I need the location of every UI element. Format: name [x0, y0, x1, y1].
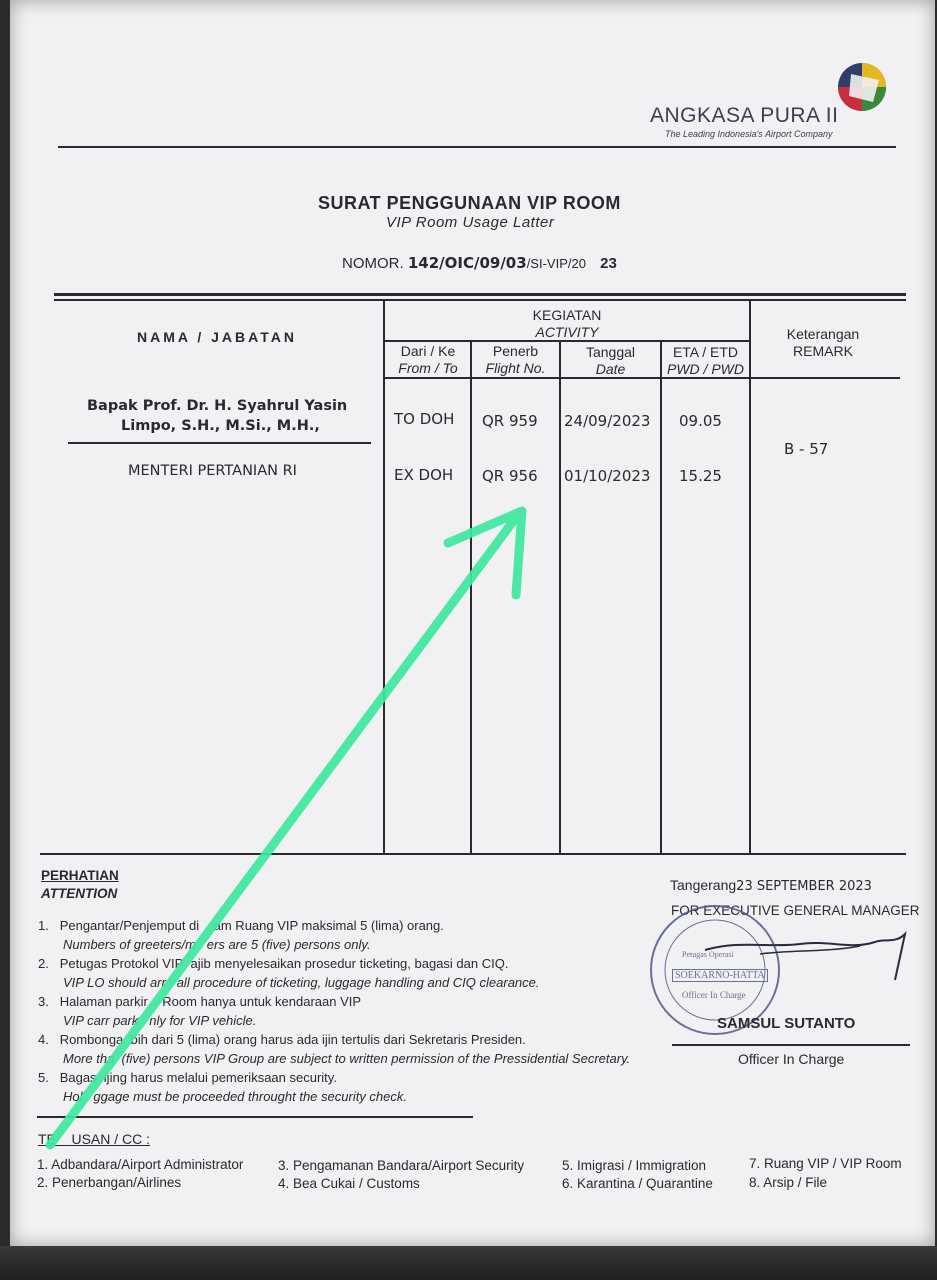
flight-label-en: Flight No.: [485, 360, 546, 376]
item-text: Petugas Protokol VIP: [59, 956, 184, 971]
attention-item: [38, 954, 678, 973]
item-text-en: VIP carr park: [63, 1013, 139, 1028]
stamp-line-1: Petugas Operasi: [682, 950, 734, 959]
signatory-name: SAMSUL SUTANTO: [717, 1015, 856, 1032]
cc-item: 5. Imigrasi / Immigration: [562, 1158, 707, 1173]
item-text-cont: am Ruang VIP maksimal 5 (lima) orang.: [213, 918, 444, 933]
item-num: 4.: [38, 1032, 49, 1047]
col-line-4: [660, 340, 662, 853]
header-eta: [661, 344, 750, 378]
header-date: [560, 344, 661, 378]
nomor-value: 142/OIC/09/03: [407, 254, 527, 272]
date-label: Tanggal: [585, 344, 636, 360]
row-2-time: 15.25: [679, 467, 722, 485]
header-rule: [58, 146, 896, 148]
eta-label: ETA / ETD: [672, 344, 739, 360]
row-2-route: EX DOH: [394, 466, 454, 484]
date-label-en: Date: [595, 361, 626, 377]
person-title: MENTERI PERTANIAN RI: [128, 463, 297, 479]
attention-rule: [37, 1116, 473, 1118]
cc-item: 2. Penerbangan/Airlines: [37, 1175, 182, 1190]
angkasa-pura-logo-icon: [833, 60, 891, 114]
item-text-cont: ajib menyelesaikan prosedur ticketing, bagasi dan CIQ.: [190, 956, 509, 971]
name-underline: [68, 442, 371, 444]
header-flight: [471, 343, 560, 377]
attention-heading: PERHATIAN: [41, 868, 119, 883]
table-top-rule: [54, 293, 906, 296]
attention-item-en: [38, 1049, 678, 1068]
attention-item-en: [38, 1087, 678, 1106]
col-line-3: [559, 340, 561, 853]
cc-item: 8. Arsip / File: [749, 1175, 828, 1190]
document-title: SURAT PENGGUNAAN VIP ROOM: [318, 193, 621, 213]
remark-value: B - 57: [784, 440, 829, 458]
nomor-suffix: /SI-VIP/20: [526, 256, 586, 271]
flight-label: Penerb: [492, 343, 539, 359]
document-number: [342, 254, 617, 272]
cc-item: 4. Bea Cukai / Customs: [278, 1176, 420, 1191]
sign-place: Tangerang: [670, 877, 737, 893]
person-name: Bapak Prof. Dr. H. Syahrul Yasin: [87, 398, 348, 414]
attention-item: [38, 1030, 678, 1049]
sign-for-role: FOR EXECUTIVE GENERAL MANAGER: [671, 903, 920, 918]
attention-list: [38, 916, 678, 1106]
item-text-en-cont: all procedure of ticketing, luggage handling and CIQ clearance.: [176, 975, 540, 990]
person-name-line2: Limpo, S.H., M.Si., M.H.,: [121, 418, 320, 434]
activity-label: KEGIATAN: [532, 307, 602, 323]
attention-item: [38, 992, 678, 1011]
attention-item-en: [38, 935, 678, 954]
from-to-label-en: From / To: [398, 360, 458, 376]
item-num: 3.: [38, 994, 49, 1009]
header-name: NAMA / JABATAN: [137, 329, 297, 345]
row-1-route: TO DOH: [394, 410, 455, 428]
cc-item: 7. Ruang VIP / VIP Room: [749, 1156, 902, 1171]
sign-date: 23 SEPTEMBER 2023: [736, 879, 872, 894]
item-text-en: Hol: [63, 1089, 83, 1104]
signatory-role: Officer In Charge: [738, 1051, 845, 1067]
activity-label-en: ACTIVITY: [535, 324, 599, 340]
remark-label-en: REMARK: [793, 343, 853, 359]
item-num: 5.: [38, 1070, 49, 1085]
header-activity: [384, 307, 750, 341]
item-text-en: VIP LO should arr: [63, 975, 166, 990]
col-line-5: [749, 300, 751, 853]
from-to-label: Dari / Ke: [400, 343, 456, 359]
table-bottom-rule: [40, 853, 906, 855]
eta-label-en: PWD / PWD: [667, 361, 744, 377]
nomor-year: 23: [600, 255, 617, 272]
cc-item: 3. Pengamanan Bandara/Airport Security: [278, 1158, 525, 1173]
row-2-date: 01/10/2023: [564, 467, 651, 485]
col-line-1: [383, 300, 385, 853]
row-1-date: 24/09/2023: [564, 412, 651, 430]
item-num: 2.: [38, 956, 49, 971]
stamp-line-3: Officer In Charge: [682, 990, 746, 1000]
col-line-2: [470, 340, 472, 853]
table-top-rule-thin: [54, 299, 906, 301]
document-subtitle: VIP Room Usage Latter: [386, 214, 555, 231]
cc-heading-start: TE: [38, 1131, 56, 1147]
row-2-flight: QR 956: [482, 467, 538, 485]
item-text: Pengantar/Penjemput di: [59, 918, 203, 933]
item-text-en-cont: ggage must be proceeded throught the security check.: [93, 1089, 407, 1104]
cc-item: 1. Adbandara/Airport Administrator: [37, 1157, 244, 1172]
item-text: Rombonga: [59, 1032, 124, 1047]
item-text-en-cont: nly for VIP vehicle.: [149, 1013, 257, 1028]
nomor-label: NOMOR.: [342, 255, 404, 272]
attention-item: [38, 916, 678, 935]
item-num: 1.: [38, 918, 49, 933]
signature-rule: [672, 1044, 910, 1046]
attention-heading-en: ATTENTION: [41, 886, 118, 901]
company-tagline: The Leading Indonesia's Airport Company: [665, 129, 833, 139]
item-text: Halaman parkir: [59, 994, 152, 1009]
cc-heading-end: USAN / CC :: [71, 1131, 151, 1147]
item-text-en: More tha: [63, 1051, 115, 1066]
background-edge: [0, 1246, 937, 1280]
item-text-en: Numbers of greeters/m: [63, 937, 196, 952]
item-text-cont: ijing harus melalui pemeriksaan security.: [103, 1070, 337, 1085]
handwritten-signature-icon: [700, 920, 930, 990]
item-text-en-cont: (five) persons VIP Group are subject to written permission of the Pressidential Secretary.: [121, 1051, 631, 1066]
row-1-time: 09.05: [679, 412, 722, 430]
attention-item-en: [38, 973, 678, 992]
item-text-cont: bih dari 5 (lima) orang harus ada ijin tertulis dari Sekretaris Presiden.: [130, 1032, 526, 1047]
header-remark: [750, 326, 896, 360]
cc-heading: [38, 1131, 150, 1147]
item-text: Bagas: [59, 1070, 97, 1085]
attention-item: [38, 1068, 678, 1087]
row-1-flight: QR 959: [482, 412, 538, 430]
attention-item-en: [38, 1011, 678, 1030]
item-text-cont: Room hanya untuk kendaraan VIP: [162, 994, 362, 1009]
cc-item: 6. Karantina / Quarantine: [562, 1176, 713, 1191]
company-name: ANGKASA PURA II: [650, 104, 839, 127]
stamp-line-2: SOEKARNO-HATTA: [672, 969, 768, 982]
header-from-to: [384, 343, 472, 377]
item-text-en-cont: ers are 5 (five) persons only.: [206, 937, 371, 952]
remark-label: Keterangan: [786, 326, 860, 342]
sign-place-date: [670, 877, 872, 894]
